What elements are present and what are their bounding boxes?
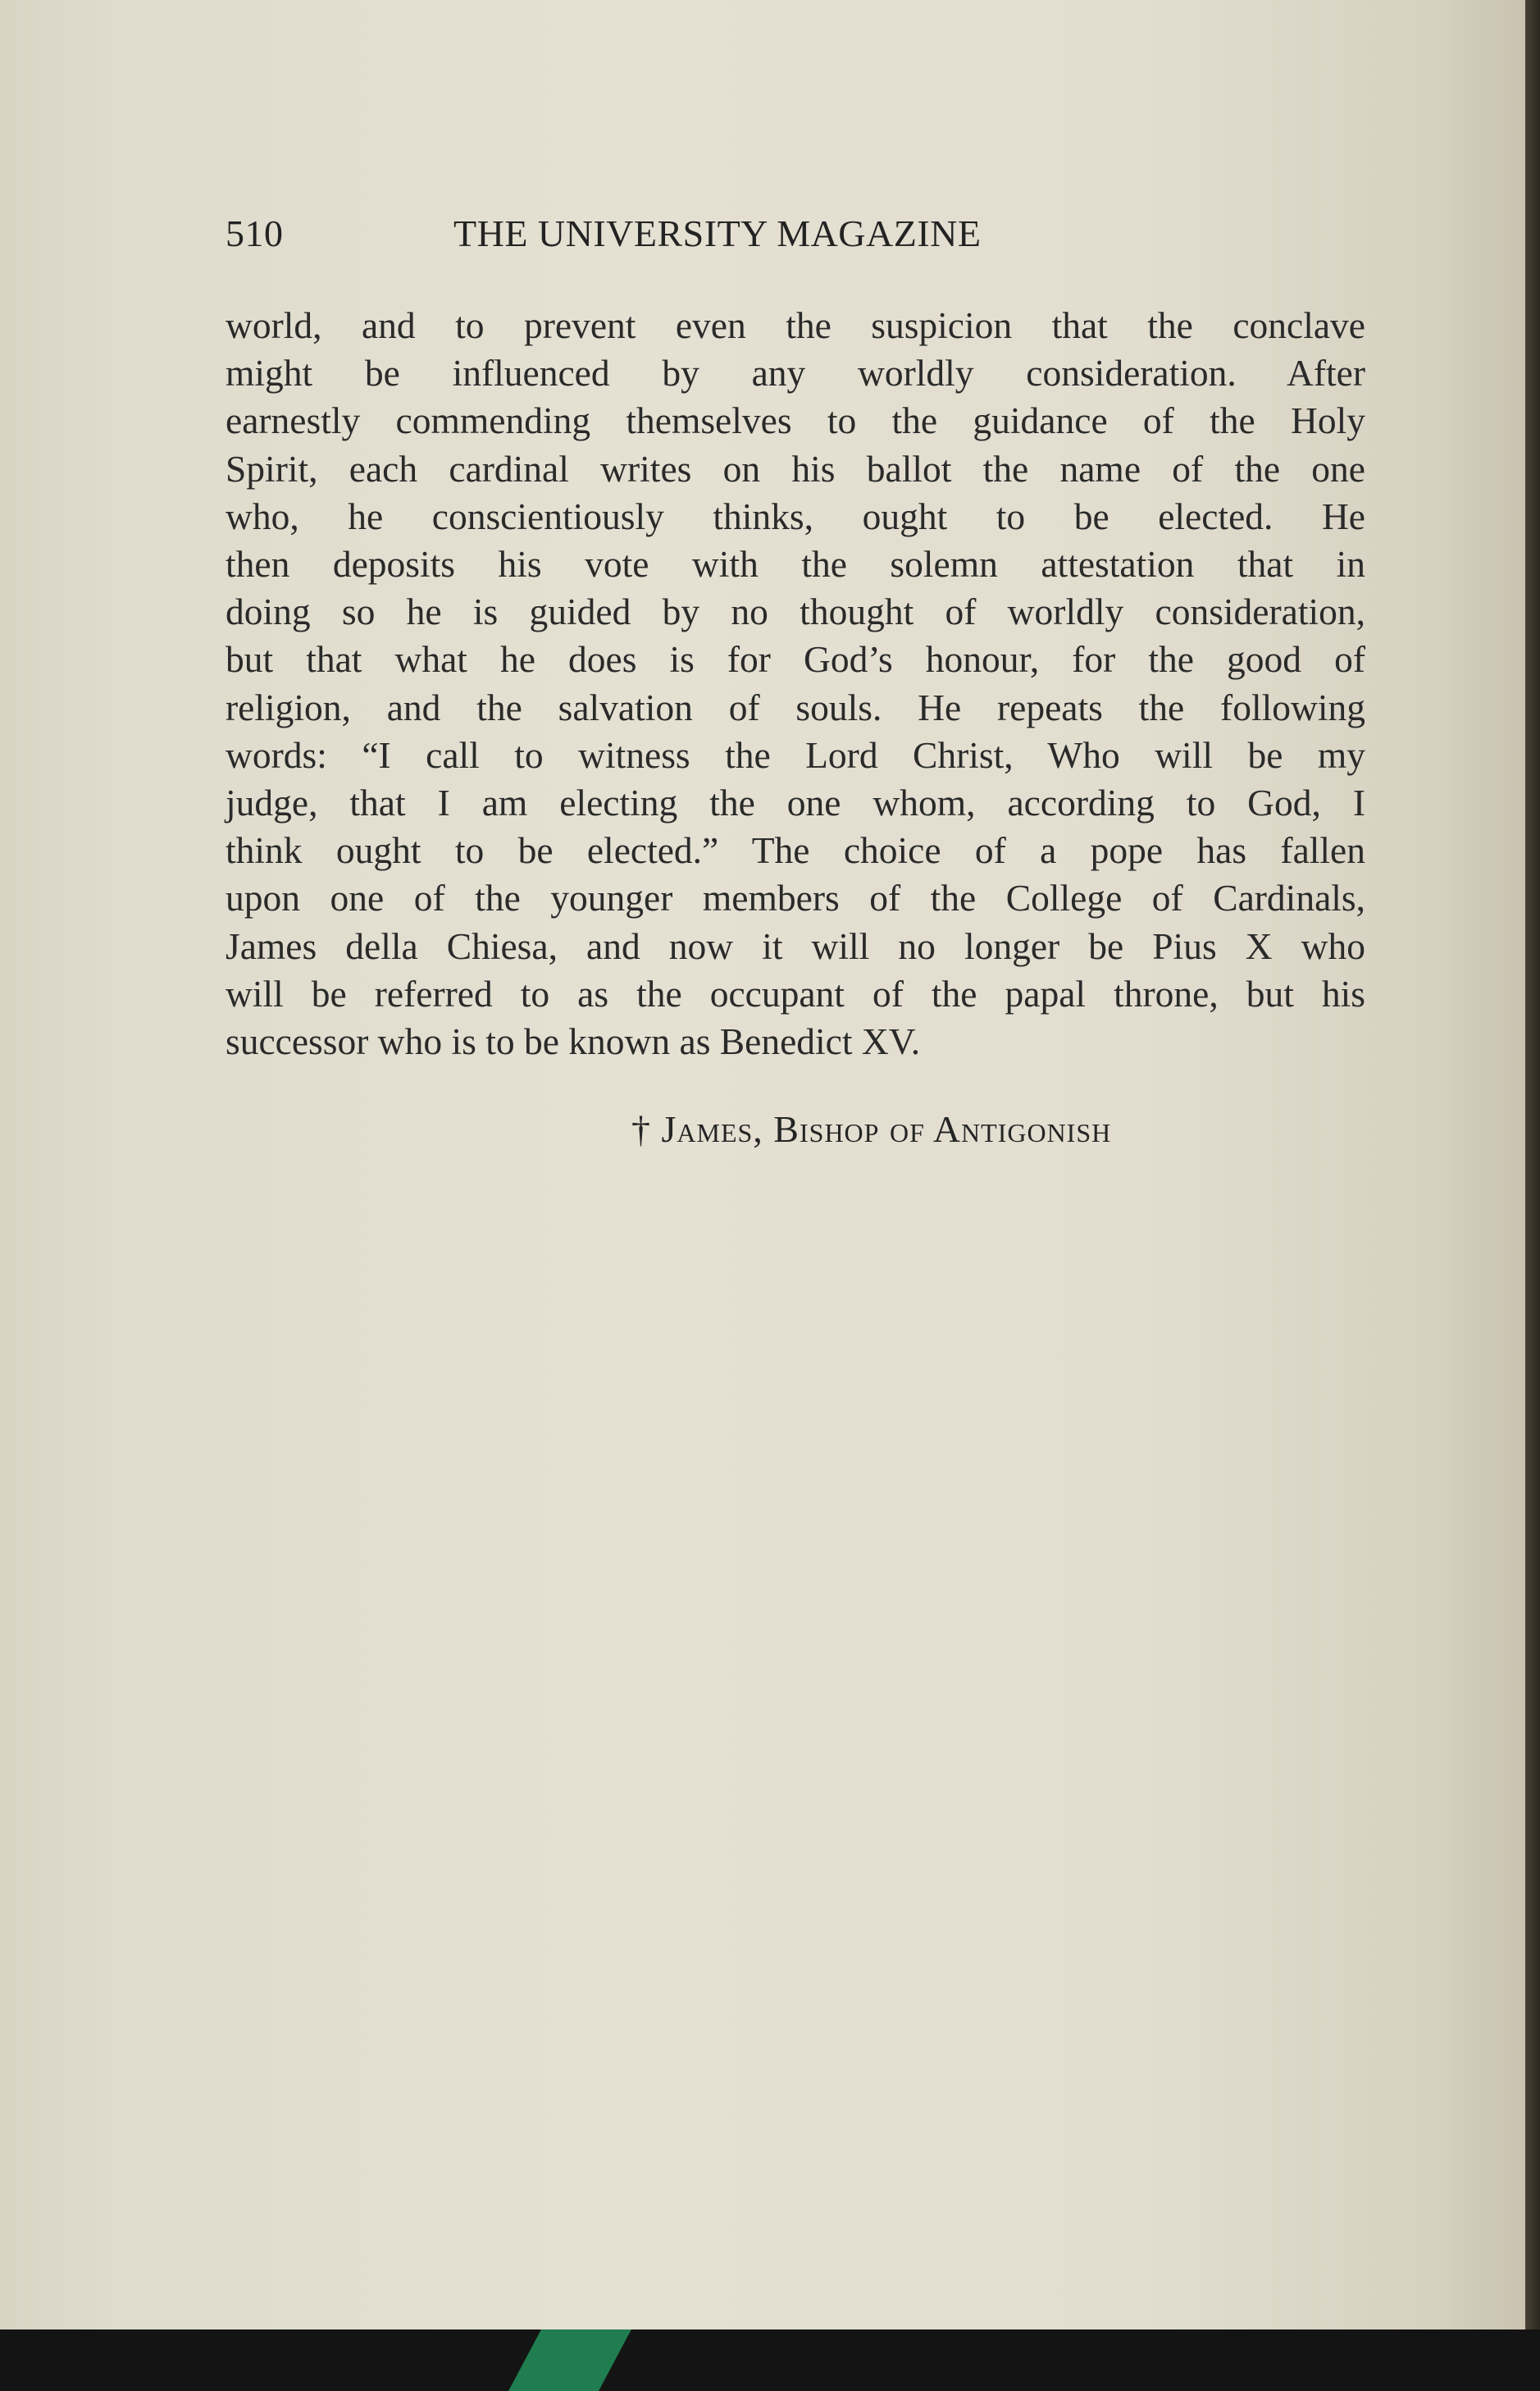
text-line: but that what he does is for God’s honour, for the good of	[226, 638, 1365, 681]
page-edge	[1525, 0, 1540, 2329]
text-line: successor who is to be known as Benedict XV.	[226, 1020, 921, 1063]
text-line: upon one of the younger members of the College of Cardinals,	[226, 877, 1365, 919]
body-paragraph	[226, 302, 1365, 1065]
text-line: earnestly commending themselves to the guidance of the Holy	[226, 399, 1365, 442]
text-line: judge, that I am electing the one whom, according to God, I	[226, 782, 1365, 824]
text-line: words: “I call to witness the Lord Christ, Who will be my	[226, 733, 1365, 776]
text-line: might be influenced by any worldly consideration. After	[226, 352, 1365, 395]
text-line: will be referred to as the occupant of the papal throne, but his	[226, 972, 1365, 1015]
text-line: who, he conscientiously thinks, ought to be elected. He	[226, 495, 1365, 537]
text-line: religion, and the salvation of souls. He repeats the following	[226, 686, 1365, 728]
text-line: world, and to prevent even the suspicion that the conclave	[226, 304, 1365, 346]
text-line: Spirit, each cardinal writes on his ballot the name of the one	[226, 447, 1365, 490]
running-title: THE UNIVERSITY MAGAZINE	[453, 212, 982, 254]
scan-background	[0, 2329, 1540, 2391]
text-line: think ought to be elected.” The choice of a pope has fallen	[226, 829, 1365, 872]
page-header	[226, 212, 1374, 261]
author-signature: † James, Bishop of Antigonish	[631, 1108, 1112, 1150]
text-line: then deposits his vote with the solemn attestation that in	[226, 543, 1365, 586]
text-line: James della Chiesa, and now it will no longer be Pius X who	[226, 924, 1365, 967]
page-number: 510	[226, 212, 284, 254]
text-line: doing so he is guided by no thought of worldly consideration,	[226, 591, 1365, 633]
